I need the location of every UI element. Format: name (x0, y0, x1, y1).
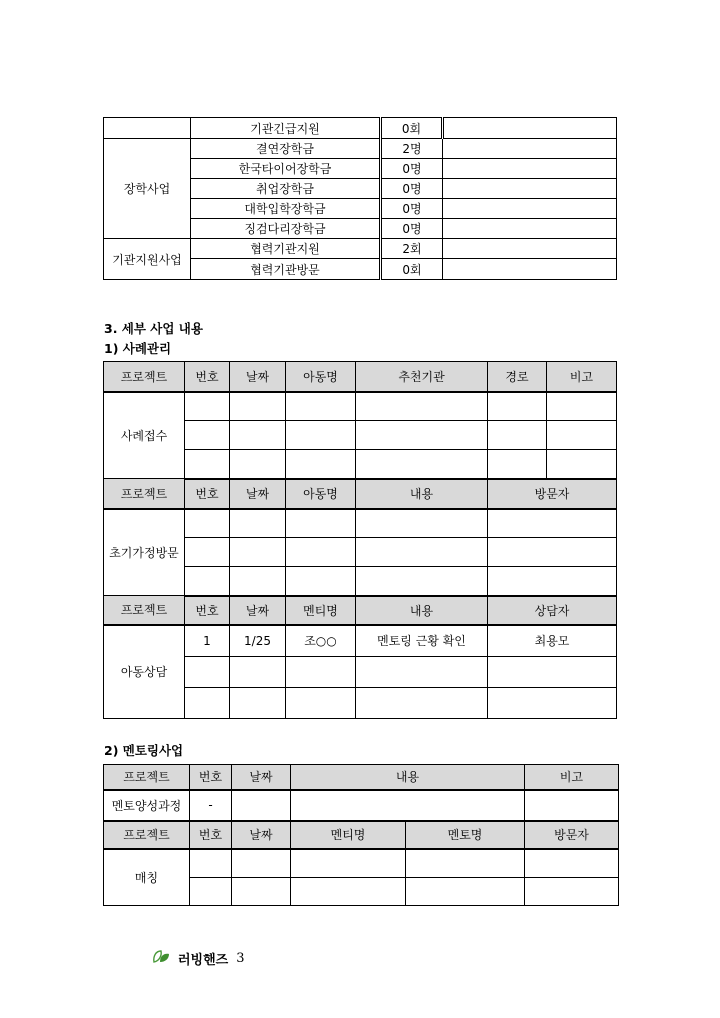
number-cell: - (190, 790, 232, 821)
cell (291, 878, 406, 906)
subsection-heading-mentoring: 2) 멘토링사업 (104, 743, 184, 758)
header-date: 날짜 (232, 765, 291, 790)
item-cell: 협력기관지원 (191, 239, 381, 259)
mentoring-table (103, 764, 619, 906)
page-number: 3 (236, 950, 245, 966)
count-cell: 0회 (381, 259, 443, 280)
note-cell (443, 159, 617, 179)
cell (406, 878, 525, 906)
header-note: 비고 (525, 765, 619, 790)
summary-table (103, 117, 617, 280)
cell (547, 421, 617, 450)
group-cell-institution: 기관지원사업 (104, 239, 191, 280)
cell (230, 421, 286, 450)
cell (286, 421, 356, 450)
header-project: 프로젝트 (104, 821, 190, 849)
cell (232, 790, 291, 821)
header-number: 번호 (185, 362, 230, 392)
cell (230, 567, 286, 596)
cell (291, 790, 525, 821)
item-cell: 결연장학금 (191, 139, 381, 159)
header-number: 번호 (190, 765, 232, 790)
cell (488, 538, 617, 567)
cell (356, 657, 488, 688)
item-cell: 취업장학금 (191, 179, 381, 199)
cell (286, 688, 356, 719)
cell (232, 878, 291, 906)
cell (356, 538, 488, 567)
header-referral-org: 추천기관 (356, 362, 488, 392)
item-cell: 기관긴급지원 (191, 118, 381, 139)
cell (286, 567, 356, 596)
cell (230, 509, 286, 538)
cell (230, 450, 286, 479)
note-cell (443, 118, 617, 139)
note-cell (443, 179, 617, 199)
project-cell-matching: 매칭 (104, 849, 190, 906)
cell (356, 688, 488, 719)
cell (525, 849, 619, 878)
note-cell (443, 239, 617, 259)
date-cell: 1/25 (230, 625, 286, 657)
cell (406, 849, 525, 878)
mentee-name-cell: 조○○ (286, 625, 356, 657)
header-counselor: 상담자 (488, 596, 617, 625)
count-cell: 0회 (381, 118, 443, 139)
cell (356, 450, 488, 479)
brand-name: 러빙핸즈 (178, 952, 229, 968)
group-cell (104, 118, 191, 139)
cell (525, 790, 619, 821)
cell (230, 538, 286, 567)
cell (286, 509, 356, 538)
header-child-name: 아동명 (286, 362, 356, 392)
header-project: 프로젝트 (104, 479, 185, 509)
cell (185, 567, 230, 596)
cell (547, 450, 617, 479)
count-cell: 0명 (381, 199, 443, 219)
count-cell: 2회 (381, 239, 443, 259)
cell (547, 392, 617, 421)
header-number: 번호 (190, 821, 232, 849)
header-visitor: 방문자 (488, 479, 617, 509)
header-number: 번호 (185, 479, 230, 509)
cell (488, 450, 547, 479)
cell (185, 392, 230, 421)
count-cell: 2명 (381, 139, 443, 159)
note-cell (443, 219, 617, 239)
cell (525, 878, 619, 906)
cell (286, 392, 356, 421)
counselor-cell: 최용모 (488, 625, 617, 657)
cell (356, 509, 488, 538)
cell (488, 509, 617, 538)
item-cell: 협력기관방문 (191, 259, 381, 280)
count-cell: 0명 (381, 159, 443, 179)
group-cell-scholarship: 장학사업 (104, 139, 191, 239)
header-content: 내용 (356, 479, 488, 509)
note-cell (443, 199, 617, 219)
cell (185, 688, 230, 719)
cell (488, 688, 617, 719)
cell (230, 657, 286, 688)
project-cell-case-intake: 사례접수 (104, 392, 185, 479)
number-cell: 1 (185, 625, 230, 657)
cell (286, 657, 356, 688)
item-cell: 징검다리장학금 (191, 219, 381, 239)
cell (356, 392, 488, 421)
header-date: 날짜 (232, 821, 291, 849)
cell (185, 657, 230, 688)
leaf-logo-icon (152, 948, 174, 968)
header-route: 경로 (488, 362, 547, 392)
header-mentor-name: 멘토명 (406, 821, 525, 849)
cell (185, 538, 230, 567)
cell (286, 538, 356, 567)
cell (185, 509, 230, 538)
case-management-table (103, 361, 617, 719)
header-mentee-name: 멘티명 (286, 596, 356, 625)
header-project: 프로젝트 (104, 596, 185, 625)
header-date: 날짜 (230, 596, 286, 625)
cell (356, 421, 488, 450)
count-cell: 0명 (381, 219, 443, 239)
item-cell: 한국타이어장학금 (191, 159, 381, 179)
header-project: 프로젝트 (104, 765, 190, 790)
project-cell-initial-home-visit: 초기가정방문 (104, 509, 185, 596)
header-content: 내용 (356, 596, 488, 625)
section-heading: 3. 세부 사업 내용 (104, 321, 203, 336)
cell (230, 392, 286, 421)
count-cell: 0명 (381, 179, 443, 199)
cell (286, 450, 356, 479)
content-cell: 멘토링 근황 확인 (356, 625, 488, 657)
header-child-name: 아동명 (286, 479, 356, 509)
project-cell-mentor-training: 멘토양성과정 (104, 790, 190, 821)
note-cell (443, 139, 617, 159)
cell (356, 567, 488, 596)
project-cell-child-counseling: 아동상담 (104, 625, 185, 719)
cell (185, 421, 230, 450)
header-date: 날짜 (230, 362, 286, 392)
cell (190, 849, 232, 878)
header-date: 날짜 (230, 479, 286, 509)
page-footer (152, 948, 245, 968)
cell (488, 421, 547, 450)
header-project: 프로젝트 (104, 362, 185, 392)
cell (488, 657, 617, 688)
header-mentee-name: 멘티명 (291, 821, 406, 849)
cell (488, 392, 547, 421)
cell (230, 688, 286, 719)
cell (488, 567, 617, 596)
subsection-heading-case: 1) 사례관리 (104, 341, 172, 356)
header-content: 내용 (291, 765, 525, 790)
cell (232, 849, 291, 878)
note-cell (443, 259, 617, 280)
cell (190, 878, 232, 906)
header-visitor: 방문자 (525, 821, 619, 849)
cell (291, 849, 406, 878)
header-note: 비고 (547, 362, 617, 392)
cell (185, 450, 230, 479)
header-number: 번호 (185, 596, 230, 625)
item-cell: 대학입학장학금 (191, 199, 381, 219)
